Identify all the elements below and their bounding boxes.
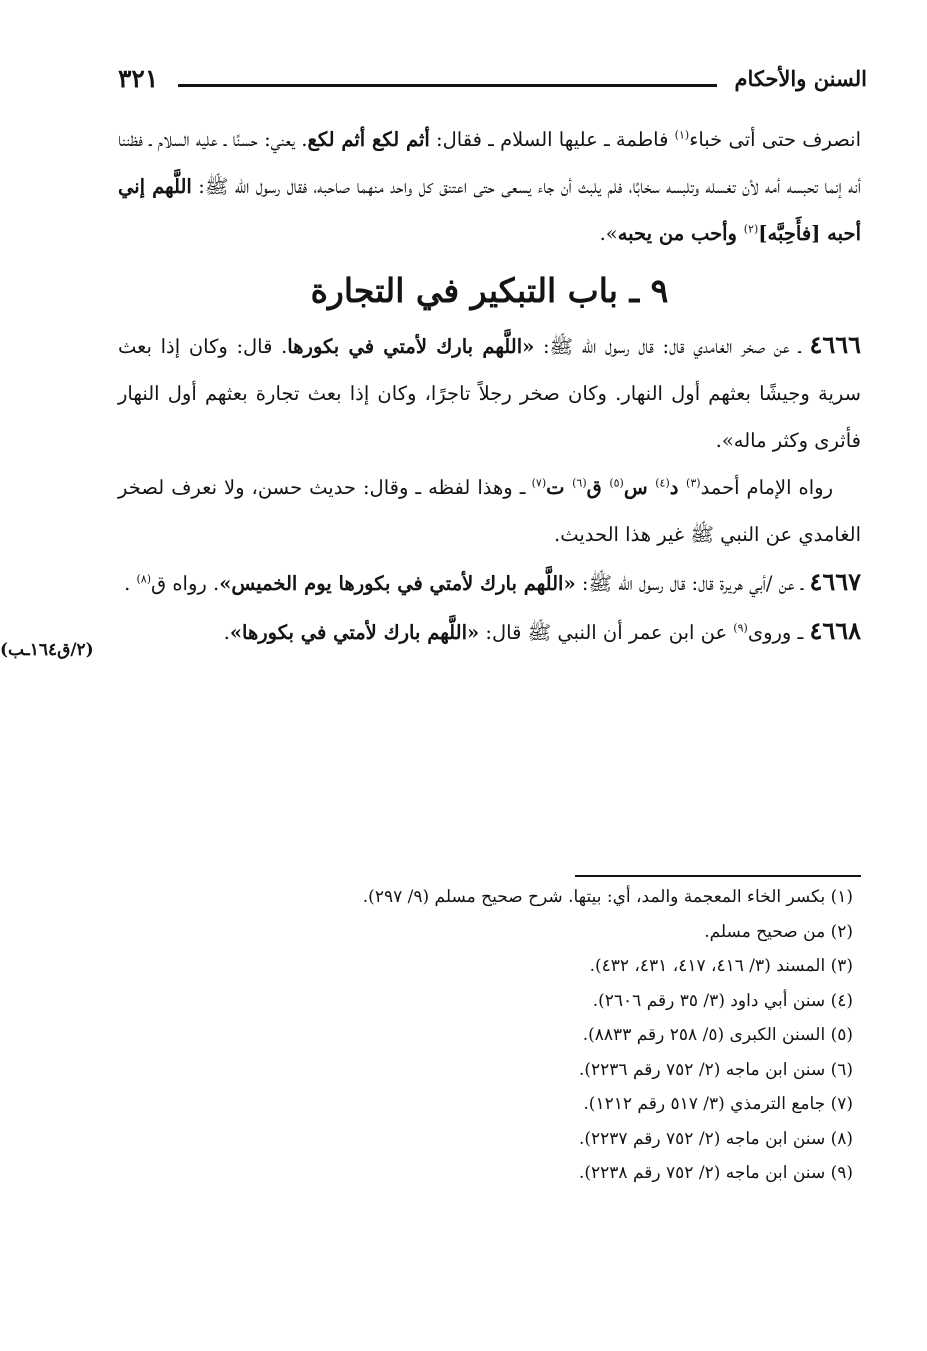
footnote-6: (٦) سنن ابن ماجه (٢/ ٧٥٢ رقم ٢٢٣٦). <box>578 1059 853 1080</box>
running-title: السنن والأحكام <box>734 66 867 91</box>
text: ـ عن صخر الغامدي قال: قال رسول الله ﷺ: <box>534 335 810 358</box>
text: . قال: وكان إذا بعث سرية وجيشًا بعثهم أول النهار. وكان صخر رجلاً تاجرًا، وكان إذا بعث تجارة بعثهم أول النهار فأثرى وكثر ماله». <box>118 335 861 452</box>
footnote-3: (٣) المسند (٣/ ٤١٦، ٤١٧، ٤٣١، ٤٣٢). <box>589 956 853 976</box>
quote-bold: وأحب من يحبه <box>617 222 744 245</box>
text: انصرف حتى أتى خباء <box>689 128 861 151</box>
footnote-ref: (٤) <box>655 476 670 490</box>
footnote-ref: (٩) <box>733 621 748 635</box>
source-symbol: ق <box>586 476 610 499</box>
text: فاطمة ـ عليها السلام ـ فقال: <box>429 128 675 151</box>
footnote-8: (٨) سنن ابن ماجه (٢/ ٧٥٢ رقم ٢٢٣٧). <box>578 1128 853 1149</box>
text: ـ وروى <box>747 621 810 644</box>
text: . يعني: حسنًا ـ عليه السلام ـ فظننا أنه إنما تحبسه أمه لأن تغسله وتلبسه سخابًا، فلم يلبث أن جاء يسعى حتى اعتنق كل واحد منهما صاحبه، فقال رسول الله ﷺ: <box>118 128 861 198</box>
hadith-4668 <box>118 607 861 656</box>
paragraph-continuation <box>118 116 861 257</box>
quote-bold: اللَّهم إني أحبه [فأَحِبَّه] <box>118 175 861 245</box>
text: . <box>124 572 137 595</box>
footnote-ref: (٢) <box>743 222 759 236</box>
manuscript-marginal-note: (٢/ق١٦٤ـب) <box>0 640 94 660</box>
hadith-4667 <box>118 558 861 607</box>
text: . <box>223 621 230 644</box>
footnote-ref: (٣) <box>686 476 701 490</box>
text: عن ابن عمر أن النبي ﷺ قال: <box>479 621 734 644</box>
footnote-5: (٥) السنن الكبرى (٥/ ٢٥٨ رقم ٨٨٣٣). <box>582 1025 853 1045</box>
hadith-4666 <box>118 321 861 464</box>
chapter-title: ٩ ـ باب التبكير في التجارة <box>310 271 669 310</box>
footnote-ref: (٨) <box>136 572 151 586</box>
footnote-7: (٧) جامع الترمذي (٣/ ٥١٧ رقم ١٢١٢). <box>583 1094 853 1114</box>
text: ». <box>599 222 618 245</box>
text: ـ عن /أبي هريرة قال: قال رسول الله ﷺ: <box>575 572 810 595</box>
quote-bold: «اللَّهم بارك لأمتي في بكورها <box>287 335 535 358</box>
footnote-2: (٢) من صحيح مسلم. <box>704 921 853 942</box>
hadith-number: ٤٦٦٦ <box>809 330 861 359</box>
quote-bold: أثم لكع أثم لكع <box>307 128 430 151</box>
quote-bold: «اللَّهم بارك لأمتي في بكورها» <box>229 621 480 644</box>
hadith-number: ٤٦٦٨ <box>809 616 861 645</box>
footnote-ref: (١) <box>674 128 690 142</box>
source-symbol: د <box>669 476 687 499</box>
footnote-ref: (٧) <box>531 476 547 490</box>
text: ـ وهذا لفظه ـ وقال: حديث حسن، ولا نعرف لصخر الغامدي عن النبي ﷺ غير هذا الحديث. <box>118 476 861 546</box>
hadith-number: ٤٦٦٧ <box>809 567 861 596</box>
main-text <box>118 116 861 656</box>
footnote-ref: (٦) <box>572 476 587 490</box>
footnotes <box>118 880 853 1191</box>
footnote-rule <box>575 875 861 877</box>
footnote-4: (٤) سنن أبي داود (٣/ ٣٥ رقم ٢٦٠٦). <box>592 990 853 1011</box>
footnote-9: (٩) سنن ابن ماجه (٢/ ٧٥٢ رقم ٢٢٣٨). <box>578 1163 853 1183</box>
source-symbol: ت <box>546 476 573 499</box>
footnote-1: (١) بكسر الخاء المعجمة والمد، أي: بيتها. شرح صحيح مسلم (٩/ ٢٩٧). <box>362 887 853 907</box>
hadith-4666-sources <box>118 464 861 558</box>
text: . رواه ق <box>150 572 220 595</box>
footnote-ref: (٥) <box>609 476 624 490</box>
page-number: ٣٢١ <box>118 64 159 93</box>
header-rule <box>178 84 717 87</box>
page-header <box>118 64 867 104</box>
quote-bold: «اللَّهم بارك لأمتي في بكورها يوم الخميس» <box>219 572 576 595</box>
source-symbol: س <box>623 476 656 499</box>
text: رواه الإمام أحمد <box>700 476 834 499</box>
